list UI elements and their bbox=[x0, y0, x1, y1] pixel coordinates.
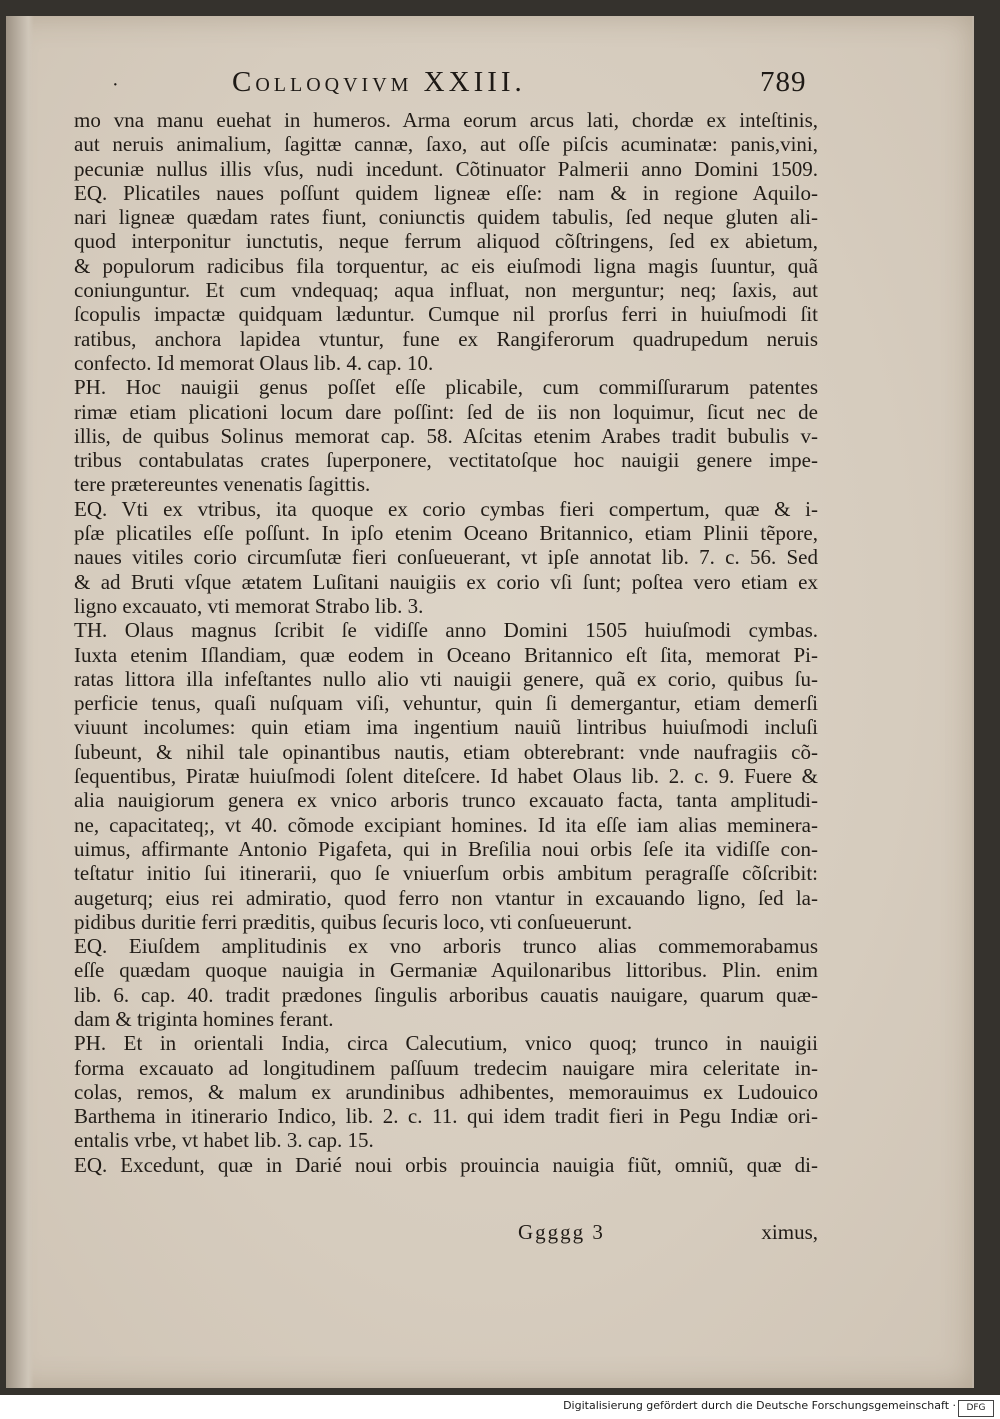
running-title: Colloqvivm XXIII. bbox=[232, 66, 526, 98]
text-line: augeturq; eius rei admiratio, quod ferro non vtantur in excauando ligno, ſed la- bbox=[74, 885, 818, 910]
text-line: colas, remos, & malum ex arundinibus adhibentes, memorauimus ex Ludouico bbox=[74, 1079, 818, 1104]
text-line: confecto. Id memorat Olaus lib. 4. cap. 10. bbox=[74, 350, 434, 375]
text-line: ſubeunt, & nihil tale opinantibus nautis, etiam obterebrant: vnde naufragiis cõ- bbox=[74, 739, 818, 764]
text-line: ſequentibus, Piratæ huiuſmodi ſolent diteſcere. Id habet Olaus lib. 2. c. 9. Fuere & bbox=[74, 764, 818, 789]
text-line: ne, capacitateq;, vt 40. cõmode excipiant homines. Id ita eſſe iam alias meminera- bbox=[74, 812, 818, 837]
text-line: ratas littora illa infeſtantes nullo alio vti nauigii genere, quã ex corio, quibus ſu- bbox=[74, 666, 818, 691]
text-line: eſſe quædam quoque nauigia in Germaniæ Aquilonaribus littoribus. Plin. enim bbox=[74, 958, 818, 983]
page-gutter bbox=[6, 16, 34, 1388]
text-line: uimus, affirmante Antonio Pigafeta, qui in Breſilia noui orbis ſeſe ita vidiſſe con- bbox=[74, 836, 818, 861]
text-line: teſtatur initio ſui itinerarii, quo ſe vniuerſum orbis ambitum peragraſſe cõſcribit: bbox=[74, 861, 818, 886]
catchword: ximus, bbox=[761, 1220, 818, 1244]
text-line: EQ. Excedunt, quæ in Darié noui orbis prouincia nauigia fiũt, omniũ, quæ di- bbox=[74, 1152, 818, 1177]
text-line: coniunguntur. Et cum vndequaq; aqua influat, non merguntur; neq; ſaxis, aut bbox=[74, 278, 818, 303]
text-line: ratibus, anchora lapidea vtuntur, fune ex Rangiferorum quadrupedum neruis bbox=[74, 326, 818, 351]
dfg-logo: DFG bbox=[958, 1400, 994, 1417]
text-line: ſcopulis impactæ quidquam læduntur. Cumque nil prorſus ferri in huiuſmodi ſit bbox=[74, 302, 818, 327]
footer-credit: Digitalisierung gefördert durch die Deutsche Forschungsgemeinschaft · bbox=[563, 1399, 956, 1412]
text-line: lib. 6. cap. 40. tradit prædones ſingulis arboribus cauatis nauigare, quarum quæ- bbox=[74, 982, 818, 1007]
body-text bbox=[74, 108, 818, 1177]
text-line: & ad Bruti vſque ætatem Luſitani nauigiis ex corio vſi ſunt; poſtea vero etiam ex bbox=[74, 569, 818, 594]
text-line: ligno excauato, vti memorat Strabo lib. 3. bbox=[74, 593, 424, 618]
page-foot bbox=[74, 1220, 818, 1250]
text-line: PH. Hoc nauigii genus poſſet eſſe plicabile, cum commiſſurarum patentes bbox=[74, 375, 818, 400]
text-line: Iuxta etenim Iſlandiam, quæ eodem in Oceano Britannico eſt ſita, memorat Pi- bbox=[74, 642, 818, 667]
text-line: rimæ etiam plicationi locum dare poſſint: ſed de iis non loquimur, ſicut nec de bbox=[74, 399, 818, 424]
text-line: EQ. Eiuſdem amplitudinis ex vno arboris trunco alias commemorabamus bbox=[74, 934, 818, 959]
text-line: naues vitiles corio circumſutæ fieri conſueuerant, vt ipſe annotat lib. 7. c. 56. Sed bbox=[74, 545, 818, 570]
text-line: EQ. Vti ex vtribus, ita quoque ex corio cymbas fieri compertum, quæ & i- bbox=[74, 496, 818, 521]
text-line: tribus contabulatas crates ſuperponere, vectitatoſque hoc nauigii genere impe- bbox=[74, 448, 818, 473]
text-line: forma excauato ad longitudinem paſſuum tredecim nauigare mira celeritate in- bbox=[74, 1055, 818, 1080]
header-dot: · bbox=[112, 74, 119, 96]
text-line: pidibus duritie ferri præditis, quibus ſecuris loco, vti conſueuerunt. bbox=[74, 909, 633, 934]
text-line: perficie tenus, quaſi nuſquam viſi, vehuntur, quin ſi demergantur, etiam demerſi bbox=[74, 691, 818, 716]
text-line: entalis vrbe, vt habet lib. 3. cap. 15. bbox=[74, 1128, 374, 1153]
text-line: aut neruis animalium, ſagittæ cannæ, ſaxo, aut oſſe piſcis acuminatæ: panis,vini, bbox=[74, 132, 818, 157]
text-line: PH. Et in orientali India, circa Calecutium, vnico quoq; trunco in nauigii bbox=[74, 1031, 818, 1056]
text-line: viuunt incolumes: quin etiam ima ingentium nauiũ lintribus huiuſmodi incluſi bbox=[74, 715, 818, 740]
text-line: alia nauigiorum genera ex vnico arboris trunco excauato facta, tanta amplitudi- bbox=[74, 788, 818, 813]
digitization-footer bbox=[0, 1399, 1000, 1419]
text-line: & populorum radicibus fila torquentur, ac eis eiuſmodi ligna magis ſuuntur, quã bbox=[74, 253, 818, 278]
text-line: tere prætereuntes venenatis ſagittis. bbox=[74, 472, 371, 497]
text-line: pſæ plicatiles eſſe poſſunt. In ipſo etenim Oceano Britannico, etiam Plinii tẽpore, bbox=[74, 521, 818, 546]
text-line: pecuniæ nullus illis vſus, nudi incedunt. Cõtinuator Palmerii anno Domini 1509. bbox=[74, 156, 818, 181]
page-number: 789 bbox=[760, 66, 807, 98]
text-line: illis, de quibus Solinus memorat cap. 58. Aſcitas etenim Arabes tradit bubulis v- bbox=[74, 423, 818, 448]
text-line: mo vna manu euehat in humeros. Arma eorum arcus lati, chordæ ex inteſtinis, bbox=[74, 108, 818, 132]
text-line: nari ligneæ quædam rates fiunt, coniunctis quidem tabulis, ſed neque gluten ali- bbox=[74, 205, 818, 230]
text-line: EQ. Plicatiles naues poſſunt quidem ligneæ eſſe: nam & in regione Aquilo- bbox=[74, 180, 818, 205]
text-line: quod interponitur iunctutis, neque ferrum aliquod cõſtringens, ſed ex abietum, bbox=[74, 229, 818, 254]
running-header bbox=[112, 66, 822, 106]
signature-mark: Ggggg 3 bbox=[518, 1220, 605, 1244]
text-line: TH. Olaus magnus ſcribit ſe vidiſſe anno Domini 1505 huiuſmodi cymbas. bbox=[74, 618, 818, 643]
text-line: dam & triginta homines ferant. bbox=[74, 1006, 334, 1031]
text-line: Barthema in itinerario Indico, lib. 2. c. 11. qui idem tradit fieri in Pegu Indiæ ori- bbox=[74, 1104, 818, 1129]
